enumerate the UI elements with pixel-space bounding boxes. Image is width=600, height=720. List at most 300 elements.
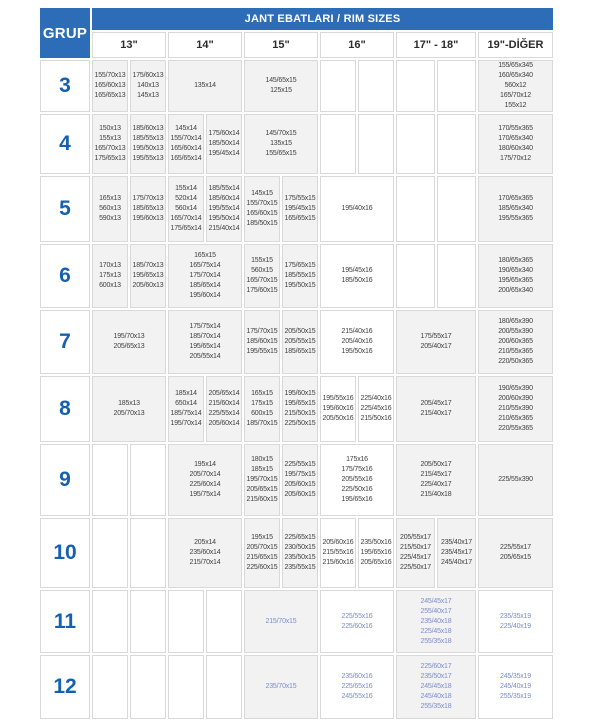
tire-size-value: 195/50x16 bbox=[341, 348, 373, 355]
tire-size-value: 195/55x16 bbox=[322, 395, 354, 402]
size-cell bbox=[168, 376, 204, 442]
tire-size-value: 195/40x16 bbox=[341, 205, 373, 212]
tire-size-value: 135x14 bbox=[194, 82, 216, 89]
tire-size-value: 205/60x15 bbox=[284, 491, 316, 498]
tire-size-value: 170/65x365 bbox=[498, 195, 533, 202]
size-cell bbox=[396, 376, 476, 442]
tire-size-value: 650x14 bbox=[175, 400, 197, 407]
tire-size-value: 185/65x13 bbox=[132, 205, 164, 212]
size-cell bbox=[244, 176, 280, 242]
group-number: 10 bbox=[40, 518, 90, 588]
size-cell bbox=[92, 590, 128, 653]
size-cell bbox=[92, 376, 166, 442]
tire-size-value: 205/55x16 bbox=[341, 476, 373, 483]
size-cell bbox=[244, 114, 318, 174]
tire-size-value: 175/60x14 bbox=[208, 130, 240, 137]
size-cell bbox=[478, 114, 553, 174]
tire-size-value: 255/35x18 bbox=[420, 703, 452, 710]
tire-size-value: 225/45x17 bbox=[400, 554, 431, 561]
size-cell bbox=[282, 310, 318, 374]
size-cell bbox=[437, 518, 476, 588]
size-cell bbox=[358, 376, 394, 442]
tire-size-value: 520x14 bbox=[175, 195, 197, 202]
tire-size-value: 195/55x14 bbox=[208, 205, 240, 212]
tire-size-value: 200/55x390 bbox=[498, 328, 533, 335]
size-cell bbox=[244, 518, 280, 588]
tire-size-value: 205/70x13 bbox=[113, 410, 145, 417]
size-cell bbox=[358, 518, 394, 588]
tire-size-value: 180/60x340 bbox=[498, 145, 533, 152]
tire-size-value: 215/50x17 bbox=[400, 544, 431, 551]
tire-size-value: 245/55x16 bbox=[341, 693, 373, 700]
size-cell bbox=[282, 244, 318, 308]
tire-size-value: 195/65x365 bbox=[498, 277, 533, 284]
tire-size-value: 160/65x340 bbox=[498, 72, 533, 79]
tire-size-value: 200/60x390 bbox=[498, 395, 533, 402]
tire-size-value: 185x13 bbox=[118, 400, 140, 407]
tire-size-value: 205/45x17 bbox=[420, 400, 452, 407]
tire-size-value: 195x14 bbox=[194, 461, 216, 468]
size-cell bbox=[320, 244, 394, 308]
size-cell bbox=[396, 60, 435, 112]
tire-size-value: 195/55x13 bbox=[132, 155, 164, 162]
tire-size-value: 215/50x15 bbox=[284, 410, 316, 417]
tire-size-value: 195/75x14 bbox=[189, 491, 221, 498]
tire-size-value: 165x13 bbox=[99, 195, 121, 202]
tire-size-value: 155/65x15 bbox=[265, 150, 297, 157]
tire-size-value: 155x15 bbox=[251, 257, 273, 264]
tire-size-value: 180/65x390 bbox=[498, 318, 533, 325]
tire-size-value: 195/70x13 bbox=[113, 333, 145, 340]
size-cell bbox=[92, 655, 128, 719]
tire-size-value: 205/55x17 bbox=[400, 534, 431, 541]
size-cell bbox=[396, 176, 435, 242]
tire-size-value: 245/45x18 bbox=[420, 683, 452, 690]
tire-size-value: 210/65x365 bbox=[498, 415, 533, 422]
size-cell bbox=[92, 244, 128, 308]
tire-size-value: 195/50x13 bbox=[132, 145, 164, 152]
tire-size-value: 185/55x15 bbox=[284, 272, 316, 279]
table-title: JANT EBATLARI / RIM SIZES bbox=[92, 8, 553, 30]
tire-size-value: 175/75x14 bbox=[189, 323, 221, 330]
tire-size-value: 225/50x17 bbox=[400, 564, 431, 571]
tire-size-value: 165/70x14 bbox=[170, 215, 202, 222]
tire-size-value: 150x13 bbox=[99, 125, 121, 132]
tire-size-value: 225/60x16 bbox=[341, 622, 373, 630]
tire-size-value: 235/50x16 bbox=[360, 539, 392, 546]
tire-size-value: 175/65x14 bbox=[170, 225, 202, 232]
size-cell bbox=[244, 244, 280, 308]
tire-size-value: 165x15 bbox=[194, 252, 216, 259]
group-number: 11 bbox=[40, 590, 90, 653]
tire-size-value: 175/70x13 bbox=[132, 195, 164, 202]
size-header-17-18: 17" - 18" bbox=[396, 32, 476, 58]
size-cell bbox=[478, 518, 553, 588]
tire-size-value: 165/65x14 bbox=[170, 155, 202, 162]
tire-size-value: 190/65x340 bbox=[498, 267, 533, 274]
size-cell bbox=[244, 444, 280, 516]
tire-size-value: 175x16 bbox=[346, 456, 368, 463]
tire-size-value: 235/50x17 bbox=[420, 673, 452, 680]
size-cell bbox=[478, 60, 553, 112]
size-cell bbox=[320, 590, 394, 653]
size-cell bbox=[206, 376, 242, 442]
size-cell bbox=[206, 590, 242, 653]
tire-size-value: 175x13 bbox=[99, 272, 121, 279]
size-cell bbox=[92, 176, 128, 242]
tire-size-value: 225/60x15 bbox=[246, 564, 278, 571]
tire-size-value: 205/60x14 bbox=[208, 420, 240, 427]
tire-size-value: 175/70x15 bbox=[246, 328, 278, 335]
tire-size-value: 210/55x365 bbox=[498, 348, 533, 355]
size-cell bbox=[478, 376, 553, 442]
tire-size-value: 135x15 bbox=[270, 140, 292, 147]
size-cell bbox=[396, 655, 476, 719]
group-number: 8 bbox=[40, 376, 90, 442]
size-cell bbox=[320, 176, 394, 242]
tire-size-value: 215/70x15 bbox=[265, 617, 297, 625]
tire-size-value: 215/40x14 bbox=[208, 225, 240, 232]
tire-size-value: 165/65x13 bbox=[94, 92, 126, 99]
size-cell bbox=[478, 590, 553, 653]
tire-size-value: 225/60x14 bbox=[189, 481, 221, 488]
size-cell bbox=[168, 310, 242, 374]
size-header-15: 15" bbox=[244, 32, 318, 58]
tire-size-value: 215/65x15 bbox=[246, 554, 278, 561]
group-number: 7 bbox=[40, 310, 90, 374]
tire-size-value: 175x15 bbox=[251, 400, 273, 407]
tire-size-value: 245/40x19 bbox=[500, 683, 531, 690]
tire-size-value: 185/70x14 bbox=[189, 333, 221, 340]
tire-size-value: 215/45x17 bbox=[420, 471, 452, 478]
tire-size-value: 235/60x16 bbox=[341, 673, 373, 680]
tire-size-value: 235/40x18 bbox=[420, 617, 452, 625]
tire-size-value: 185x15 bbox=[251, 466, 273, 473]
tire-size-value: 225/45x16 bbox=[360, 405, 392, 412]
tire-size-value: 215/60x14 bbox=[208, 400, 240, 407]
size-cell bbox=[206, 114, 242, 174]
size-cell bbox=[92, 114, 128, 174]
tire-size-value: 155/70x14 bbox=[170, 135, 202, 142]
tire-size-value: 195/70x15 bbox=[246, 476, 278, 483]
tire-size-value: 210/55x390 bbox=[498, 405, 533, 412]
size-cell bbox=[320, 444, 394, 516]
tire-size-value: 175/55x17 bbox=[420, 333, 452, 340]
tire-size-value: 205/40x17 bbox=[420, 343, 452, 350]
tire-size-value: 185/55x13 bbox=[132, 135, 164, 142]
size-cell bbox=[206, 176, 242, 242]
tire-size-value: 235/35x19 bbox=[500, 612, 531, 620]
tire-size-value: 165/60x15 bbox=[246, 210, 278, 217]
tire-size-value: 245/40x18 bbox=[420, 693, 452, 700]
tire-size-value: 175/75x16 bbox=[341, 466, 373, 473]
tire-size-value: 175/70x12 bbox=[500, 155, 531, 162]
tire-size-value: 205/40x16 bbox=[341, 338, 373, 345]
tire-size-value: 220/50x365 bbox=[498, 358, 533, 365]
tire-size-value: 185/70x15 bbox=[246, 420, 278, 427]
tire-size-value: 255/40x17 bbox=[420, 607, 452, 615]
tire-size-value: 185/50x15 bbox=[246, 220, 278, 227]
tire-size-value: 205x14 bbox=[194, 539, 216, 546]
tire-size-value: 215/55x16 bbox=[322, 549, 354, 556]
tire-size-value: 200/65x340 bbox=[498, 287, 533, 294]
size-cell bbox=[478, 176, 553, 242]
size-cell bbox=[244, 310, 280, 374]
tire-size-value: 185/70x13 bbox=[132, 262, 164, 269]
tire-size-value: 195/65x16 bbox=[341, 496, 373, 503]
size-cell bbox=[244, 60, 318, 112]
size-cell bbox=[130, 244, 166, 308]
tire-size-value: 140x13 bbox=[137, 82, 159, 89]
size-cell bbox=[320, 60, 356, 112]
size-cell bbox=[396, 310, 476, 374]
tire-size-value: 185/50x14 bbox=[208, 140, 240, 147]
tire-size-value: 225/55x15 bbox=[284, 461, 316, 468]
tire-size-value: 560x13 bbox=[99, 205, 121, 212]
size-cell bbox=[478, 444, 553, 516]
tire-size-value: 200/60x365 bbox=[498, 338, 533, 345]
tire-size-value: 225/40x19 bbox=[500, 622, 531, 630]
tire-size-value: 560x14 bbox=[175, 205, 197, 212]
group-number: 9 bbox=[40, 444, 90, 516]
size-cell bbox=[282, 518, 318, 588]
size-cell bbox=[320, 310, 394, 374]
size-cell bbox=[396, 518, 435, 588]
tire-size-value: 170x13 bbox=[99, 262, 121, 269]
tire-size-value: 205/65x14 bbox=[208, 390, 240, 397]
tire-size-value: 175/65x13 bbox=[94, 155, 126, 162]
tire-size-value: 165/70x13 bbox=[94, 145, 126, 152]
tire-size-value: 185/65x340 bbox=[498, 205, 533, 212]
tire-size-value: 175/60x15 bbox=[246, 287, 278, 294]
size-cell bbox=[396, 444, 476, 516]
tire-size-value: 195/60x16 bbox=[322, 405, 354, 412]
tire-size-value: 195/60x13 bbox=[132, 215, 164, 222]
size-cell bbox=[130, 444, 166, 516]
tire-size-value: 165/70x12 bbox=[500, 92, 531, 99]
tire-size-value: 165/60x14 bbox=[170, 145, 202, 152]
tire-size-value: 225/55x16 bbox=[341, 612, 373, 620]
tire-size-value: 205/50x16 bbox=[322, 415, 354, 422]
tire-size-value: 185/55x14 bbox=[208, 185, 240, 192]
tire-size-value: 225/55x14 bbox=[208, 410, 240, 417]
tire-size-value: 175/55x15 bbox=[284, 195, 316, 202]
tire-size-value: 195/65x13 bbox=[132, 272, 164, 279]
tire-size-value: 225/65x15 bbox=[284, 534, 316, 541]
tire-size-value: 235/45x17 bbox=[441, 549, 472, 556]
tire-size-value: 205/65x15 bbox=[246, 486, 278, 493]
tire-size-value: 560x12 bbox=[504, 82, 527, 89]
tire-size-value: 225/40x17 bbox=[420, 481, 452, 488]
tire-size-value: 215/60x16 bbox=[322, 559, 354, 566]
tire-size-value: 165/70x15 bbox=[246, 277, 278, 284]
tire-size-value: 235/55x15 bbox=[284, 564, 316, 571]
tire-size-value: 155x13 bbox=[99, 135, 121, 142]
size-cell bbox=[168, 244, 242, 308]
tire-size-value: 195/50x15 bbox=[284, 282, 316, 289]
tire-size-value: 170/55x365 bbox=[498, 125, 533, 132]
tire-size-value: 205/60x13 bbox=[132, 282, 164, 289]
tire-size-value: 180x15 bbox=[251, 456, 273, 463]
tire-size-value: 205/55x14 bbox=[189, 353, 221, 360]
rim-sizes-table bbox=[40, 8, 553, 719]
tire-size-value: 245/35x19 bbox=[500, 673, 531, 680]
size-cell bbox=[130, 176, 166, 242]
tire-size-value: 235/40x17 bbox=[441, 539, 472, 546]
tire-size-value: 155x12 bbox=[504, 102, 527, 109]
size-cell bbox=[282, 444, 318, 516]
size-header-13: 13" bbox=[92, 32, 166, 58]
tire-size-value: 205/65x16 bbox=[360, 559, 392, 566]
tire-size-value: 195/45x14 bbox=[208, 150, 240, 157]
size-cell bbox=[130, 60, 166, 112]
tire-size-value: 175/65x15 bbox=[284, 262, 316, 269]
size-cell bbox=[320, 518, 356, 588]
tire-size-value: 230/50x15 bbox=[284, 544, 316, 551]
tire-size-value: 205/70x15 bbox=[246, 544, 278, 551]
tire-size-value: 205/50x17 bbox=[420, 461, 452, 468]
tire-size-value: 125x15 bbox=[270, 87, 292, 94]
size-cell bbox=[358, 60, 394, 112]
size-cell bbox=[168, 655, 204, 719]
size-cell bbox=[130, 655, 166, 719]
tire-size-value: 205/55x15 bbox=[284, 338, 316, 345]
tire-size-value: 155x14 bbox=[175, 185, 197, 192]
size-header-14: 14" bbox=[168, 32, 242, 58]
tire-size-value: 165/65x15 bbox=[284, 215, 316, 222]
tire-size-value: 185/60x15 bbox=[246, 338, 278, 345]
tire-size-value: 195/55x365 bbox=[498, 215, 533, 222]
group-number: 3 bbox=[40, 60, 90, 112]
tire-size-value: 185/65x14 bbox=[189, 282, 221, 289]
tire-size-value: 205/60x15 bbox=[284, 481, 316, 488]
tire-size-value: 235/50x15 bbox=[284, 554, 316, 561]
tire-size-value: 195/70x14 bbox=[170, 420, 202, 427]
tire-size-value: 185/50x16 bbox=[341, 277, 373, 284]
size-cell bbox=[320, 114, 356, 174]
tire-size-value: 165/75x14 bbox=[189, 262, 221, 269]
size-cell bbox=[437, 244, 476, 308]
tire-size-value: 185/60x13 bbox=[132, 125, 164, 132]
tire-size-value: 225/65x16 bbox=[341, 683, 373, 690]
tire-size-value: 215/50x16 bbox=[360, 415, 392, 422]
size-cell bbox=[244, 590, 318, 653]
size-cell bbox=[206, 655, 242, 719]
tire-size-value: 195/45x16 bbox=[341, 267, 373, 274]
size-cell bbox=[478, 310, 553, 374]
tire-size-value: 175/60x13 bbox=[132, 72, 164, 79]
tire-size-value: 155/70x15 bbox=[246, 200, 278, 207]
grup-header: GRUP bbox=[40, 8, 90, 58]
tire-size-value: 560x15 bbox=[251, 267, 273, 274]
group-number: 6 bbox=[40, 244, 90, 308]
size-cell bbox=[92, 444, 128, 516]
tire-size-value: 225/50x16 bbox=[341, 486, 373, 493]
size-cell bbox=[130, 518, 166, 588]
size-cell bbox=[168, 518, 242, 588]
tire-size-value: 155/65x345 bbox=[498, 62, 533, 69]
size-cell bbox=[478, 244, 553, 308]
size-cell bbox=[478, 655, 553, 719]
group-number: 12 bbox=[40, 655, 90, 719]
size-cell bbox=[92, 60, 128, 112]
tire-size-value: 145x15 bbox=[251, 190, 273, 197]
tire-size-value: 245/45x17 bbox=[420, 597, 452, 605]
tire-size-value: 215/70x14 bbox=[189, 559, 221, 566]
tire-size-value: 185/75x14 bbox=[170, 410, 202, 417]
size-cell bbox=[320, 655, 394, 719]
size-cell bbox=[168, 590, 204, 653]
tire-size-value: 220/55x365 bbox=[498, 425, 533, 432]
tire-size-value: 190/65x390 bbox=[498, 385, 533, 392]
tire-size-value: 195/60x15 bbox=[284, 390, 316, 397]
size-cell bbox=[396, 114, 435, 174]
tire-size-value: 215/40x18 bbox=[420, 491, 452, 498]
tire-size-value: 215/40x16 bbox=[341, 328, 373, 335]
size-header-19-diger: 19"-DİĞER bbox=[478, 32, 553, 58]
size-cell bbox=[92, 518, 128, 588]
group-number: 4 bbox=[40, 114, 90, 174]
group-number: 5 bbox=[40, 176, 90, 242]
tire-size-value: 145/65x15 bbox=[265, 77, 297, 84]
size-cell bbox=[320, 376, 356, 442]
tire-size-value: 145x14 bbox=[175, 125, 197, 132]
size-cell bbox=[282, 376, 318, 442]
tire-size-value: 205/65x13 bbox=[113, 343, 145, 350]
size-cell bbox=[168, 60, 242, 112]
tire-size-value: 145/70x15 bbox=[265, 130, 297, 137]
tire-size-value: 170/65x340 bbox=[498, 135, 533, 142]
size-cell bbox=[130, 114, 166, 174]
tire-size-value: 245/40x17 bbox=[441, 559, 472, 566]
size-cell bbox=[282, 176, 318, 242]
size-cell bbox=[244, 376, 280, 442]
tire-size-value: 195/55x15 bbox=[246, 348, 278, 355]
tire-size-value: 195/60x14 bbox=[189, 292, 221, 299]
tire-size-value: 195/50x14 bbox=[208, 215, 240, 222]
tire-size-value: 195/45x15 bbox=[284, 205, 316, 212]
tire-size-value: 185/60x14 bbox=[208, 195, 240, 202]
tire-size-value: 165/60x13 bbox=[94, 82, 126, 89]
tire-size-value: 180/65x365 bbox=[498, 257, 533, 264]
size-cell bbox=[168, 176, 204, 242]
tire-size-value: 195/65x16 bbox=[360, 549, 392, 556]
tire-size-value: 195/75x15 bbox=[284, 471, 316, 478]
tire-size-value: 215/60x15 bbox=[246, 496, 278, 503]
tire-size-value: 600x15 bbox=[251, 410, 273, 417]
tire-size-value: 590x13 bbox=[99, 215, 121, 222]
size-cell bbox=[396, 590, 476, 653]
tire-size-value: 205/65x15 bbox=[500, 554, 531, 561]
tire-size-value: 215/40x17 bbox=[420, 410, 452, 417]
tire-size-value: 205/70x14 bbox=[189, 471, 221, 478]
tire-size-value: 195/65x15 bbox=[284, 400, 316, 407]
tire-size-value: 255/35x19 bbox=[500, 693, 531, 700]
tire-size-value: 175/70x14 bbox=[189, 272, 221, 279]
tire-size-value: 195x15 bbox=[251, 534, 273, 541]
tire-size-value: 165x15 bbox=[251, 390, 273, 397]
size-header-16: 16" bbox=[320, 32, 394, 58]
tire-size-value: 185/65x15 bbox=[284, 348, 316, 355]
size-cell bbox=[168, 444, 242, 516]
size-cell bbox=[437, 114, 476, 174]
size-cell bbox=[244, 655, 318, 719]
tire-size-value: 225/45x18 bbox=[420, 627, 452, 635]
tire-size-value: 205/50x15 bbox=[284, 328, 316, 335]
tire-size-value: 185x14 bbox=[175, 390, 197, 397]
tire-size-value: 600x13 bbox=[99, 282, 121, 289]
tire-size-value: 225/60x17 bbox=[420, 663, 452, 670]
